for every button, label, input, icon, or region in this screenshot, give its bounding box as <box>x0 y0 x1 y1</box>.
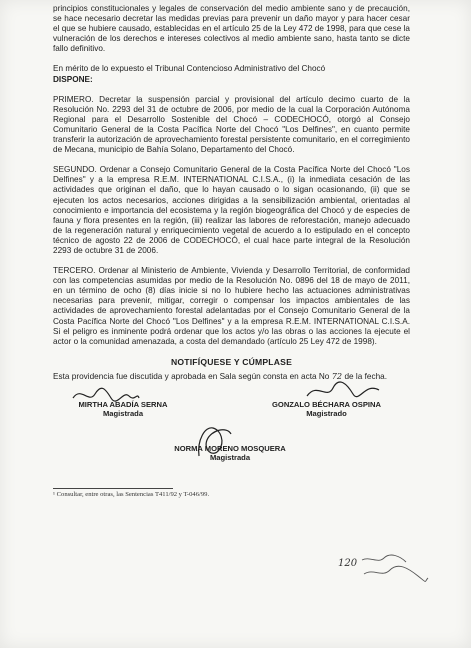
paragraph-tercero: TERCERO. Ordenar al Ministerio de Ambiente, Vivienda y Desarrollo Territorial, de conformidad con las competencias asumidas por medio de la Resolución No. 0896 del 18 de mayo de 2011, en un término de ocho (8) días inicie si no lo hubiere hecho las actuaciones administrativas necesarias para prevenir, mitigar, corregir o compensar los impactos ambientales de las actividades de aprovechamiento forestal adelantadas por el Consejo Comunitario General de la Costa Pacífica Norte del Chocó "Los Delfines" y a la empresa R.E.M. INTERNATIONAL C.I.S.A. Si el peligro es inminente podrá ordenar que los actos y/o las obras o las acciones la ejecute el actor o la comunidad amenazada, a costa del demandado (artículo 25 Ley 472 de 1998). <box>53 266 410 346</box>
notify-title: NOTIFÍQUESE Y CÚMPLASE <box>170 356 293 367</box>
paragraph-primero: PRIMERO. Decretar la suspensión parcial y provisional del artículo decimo cuarto de la Resolución No. 2293 del 31 de octubre de 2006, por medio de la cual la Corporación Autónoma Regional para el Desarrollo Sostenible del Chocó – CODECHOCÓ, otorgó al Consejo Comunitario General de la Costa Pacífica Norte del Chocó "Los Delfines", en cuanto permite transferir la autorización de aprovechamiento forestal persistente comunitario, en el corregimiento de Mecana, municipio de Bahía Solano, Departamento del Chocó. <box>53 94 410 155</box>
signature-name-2: GONZALO BÉCHARA OSPINA <box>272 399 381 409</box>
paragraph-segundo: SEGUNDO. Ordenar a Consejo Comunitario General de la Costa Pacífica Norte del Chocó "Los Delfines" y a la empresa R.E.M. INTERNATIONAL C.I.S.A., (i) la inmediata cesación de las actividades que originan el daño, que lo hayan causado o lo sigan ocasionando, (ii) que se ejecuten los actos necesarios, acciones dirigidas a la sensibilización ambiental, orientadas al conocimiento e importancia del ecosistema y la región biogeográfica del Chocó y de especies de fauna y flora presentes en la región, (iii) realizar las labores de reforestación, manejo adecuado de la regeneración natural y enriquecimiento vegetal de acuerdo a lo estipulado en el concepto técnico de agosto 22 de 2006 de CODECHOCÓ, el cual hace parte integral de la Resolución 2293 de octubre 31 de 2006. <box>53 165 410 255</box>
signature-1 <box>53 400 193 418</box>
signature-name-1: MIRTHA ABADÍA SERNA <box>78 399 168 409</box>
footnote-rule <box>53 488 173 489</box>
signature-2 <box>243 400 410 418</box>
signature-title-1: Magistrada <box>102 408 144 418</box>
approval-tail: de la fecha. <box>344 371 388 381</box>
signature-title-3: Magistrada <box>209 452 251 462</box>
approval-text: Esta providencia fue discutida y aprobada en Sala según consta en acta No <box>53 371 330 381</box>
signature-3 <box>135 444 325 462</box>
dispone-heading: DISPONE: <box>53 74 93 84</box>
signature-block <box>53 386 410 478</box>
signature-name-3: NORMA MORENO MOSQUERA <box>174 443 286 453</box>
merit-text: En mérito de lo expuesto el Tribunal Contencioso Administrativo del Chocó <box>53 64 326 74</box>
signature-title-2: Magistrado <box>306 408 347 418</box>
footnote: ¹ Consultar, entre otras, las Sentencias T411/92 y T-046/99. <box>53 490 210 498</box>
handwritten-note: 120 <box>338 558 358 569</box>
document-body <box>53 4 410 498</box>
handwritten-scribbles <box>360 552 430 588</box>
approval-number: 72 <box>331 370 343 381</box>
paragraph-intro: principios constitucionales y legales de conservación del medio ambiente sano y de precaución, se hace necesario decretar las medidas previas para prevenir un daño mayor y para hacer cesar el que se hubiere causado, establecidas en el artículo 25 de la Ley 472 de 1998, para que cese la vulneración de los derechos e intereses colectivos al medio ambiente sano, hasta tanto se dicte fallo definitivo. <box>53 4 410 54</box>
paragraph-merit <box>53 64 410 84</box>
